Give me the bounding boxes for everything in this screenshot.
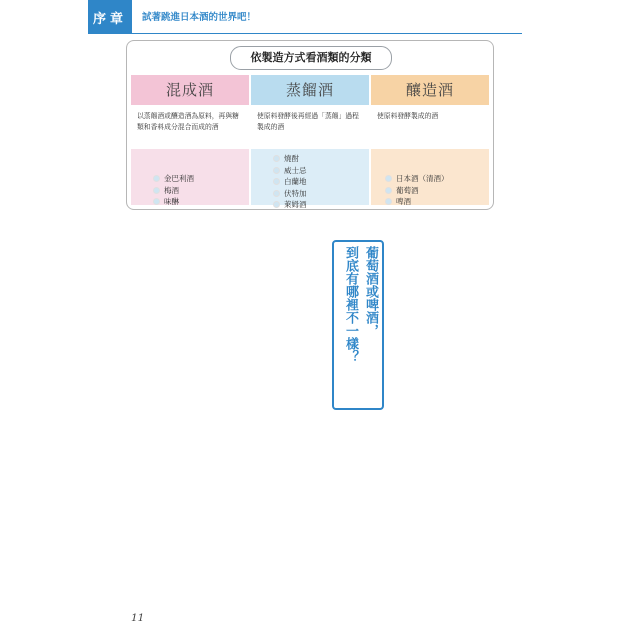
- classification-chart: [126, 40, 494, 210]
- list-item: 味醂: [153, 196, 194, 208]
- column-body: [251, 149, 369, 209]
- page-number: 11: [131, 612, 145, 624]
- bullet-icon: [385, 187, 392, 194]
- list-item: 日本酒（清酒）: [385, 173, 449, 185]
- body-paragraph: [228, 406, 380, 596]
- column-body: [371, 149, 489, 205]
- bullet-icon: [273, 167, 280, 174]
- list-item: 金巴利酒: [153, 173, 194, 185]
- bullet-icon: [273, 155, 280, 162]
- bullet-icon: [385, 198, 392, 205]
- bullet-icon: [273, 190, 280, 197]
- example-list: [153, 173, 194, 208]
- bullet-icon: [153, 198, 160, 205]
- body-paragraph: [388, 228, 518, 396]
- bullet-icon: [385, 175, 392, 182]
- column-blended-liquor: [131, 75, 249, 205]
- column-distilled-liquor: [251, 75, 369, 209]
- list-item: 梅酒: [153, 185, 194, 197]
- list-item: 葡萄酒: [385, 185, 449, 197]
- list-item: 威士忌: [273, 165, 307, 177]
- heading-line: 到底有哪裡不一樣？: [343, 246, 358, 363]
- bullet-icon: [153, 187, 160, 194]
- example-list: [273, 153, 307, 210]
- bullet-icon: [153, 175, 160, 182]
- column-heading: 釀造酒: [371, 75, 489, 105]
- header-rule: [132, 33, 522, 34]
- column-brewed-liquor: [371, 75, 489, 205]
- body-paragraph: [138, 228, 348, 406]
- column-description: 以蒸餾酒或釀造酒為原料，再與糖類和香料成分混合而成的酒: [131, 105, 249, 150]
- running-title: 試著跳進日本酒的世界吧！: [142, 12, 257, 23]
- chart-title: 依製造方式看酒類的分類: [230, 46, 392, 70]
- chapter-label: 序章: [92, 11, 127, 27]
- list-item: 燒酎: [273, 153, 307, 165]
- list-item: 伏特加: [273, 188, 307, 200]
- column-description: 使原料發酵製成的酒: [371, 105, 489, 150]
- example-list: [385, 173, 449, 208]
- bullet-icon: [273, 178, 280, 185]
- column-description: 使原料發酵後再經過「蒸餾」過程製成的酒: [251, 105, 369, 150]
- list-item: 萊姆酒: [273, 199, 307, 210]
- list-item: 白蘭地: [273, 176, 307, 188]
- list-item: 啤酒: [385, 196, 449, 208]
- column-body: [131, 149, 249, 205]
- body-paragraph: [388, 406, 518, 596]
- column-heading: 混成酒: [131, 75, 249, 105]
- chapter-tab: [88, 0, 132, 34]
- column-heading: 蒸餾酒: [251, 75, 369, 105]
- bullet-icon: [273, 201, 280, 208]
- heading-line: 葡萄酒或啤酒，: [363, 246, 378, 337]
